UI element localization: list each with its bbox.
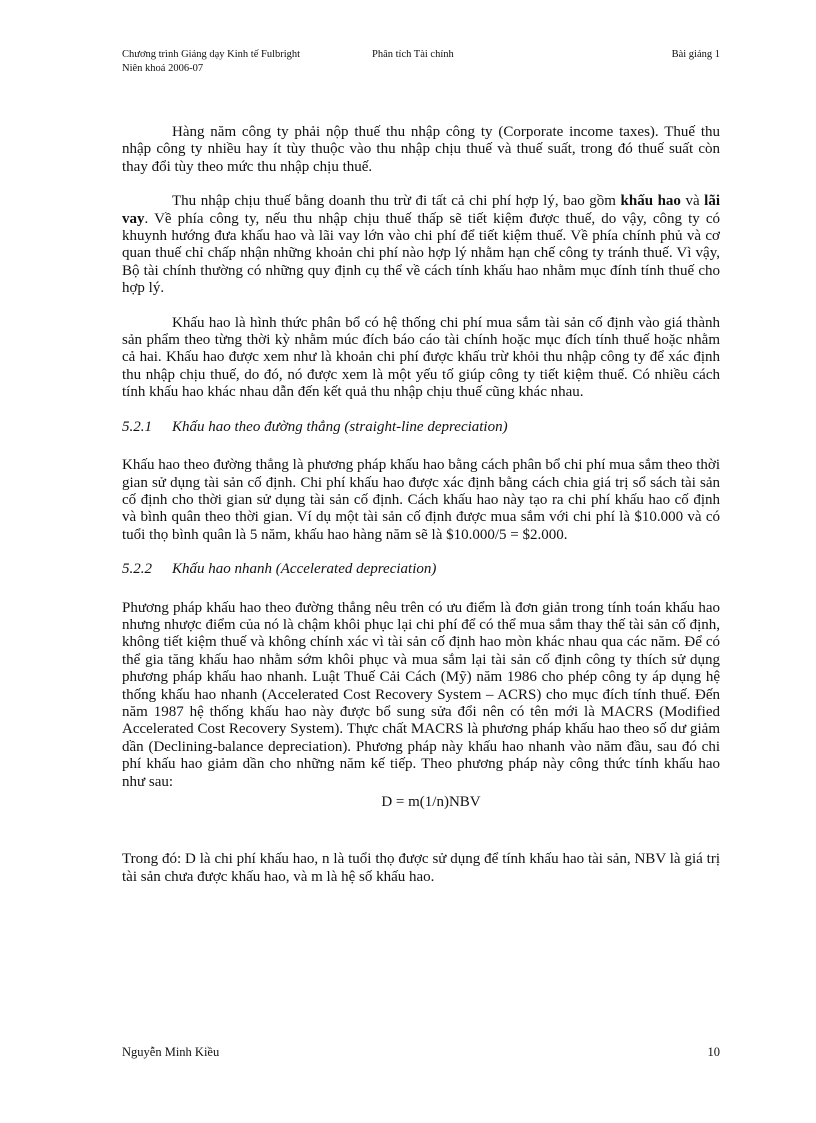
paragraph-taxable-income [122, 193, 720, 297]
page-header [122, 48, 720, 76]
section-number: 5.2.2 [122, 561, 152, 578]
bold-term-interest: lãi vay [122, 193, 720, 227]
section-title: Khấu hao theo đường thẳng (straight-line depreciation) [172, 418, 508, 435]
section-title: Khấu hao nhanh (Accelerated depreciation) [172, 561, 437, 578]
footer-author: Nguyễn Minh Kiều [122, 1045, 220, 1059]
text-run: . Về phía công ty, nếu thu nhập chịu thuế thấp sẽ tiết kiệm được thuế, do vậy, công ty có khuynh hướng đưa khấu hao và lãi vay lớn vào chi phí để tiết kiệm thuế. Về phía chính phủ và cơ quan thuế chỉ chấp nhận những khoản chi phí nào hợp lý nhằm hạn chế công ty tránh thuế. Vì vậy, Bộ tài chính thường có những quy định cụ thể về cách tính khấu hao nhằm mục đính tính thuế cho hợp lý. [122, 210, 720, 297]
section-number: 5.2.1 [122, 418, 152, 435]
page-number: 10 [707, 1045, 720, 1059]
section-heading-straight-line [122, 419, 720, 436]
document-body [122, 124, 720, 903]
header-lecture: Bài giảng 1 [671, 49, 720, 60]
paragraph-straight-line: Khấu hao theo đường thẳng là phương pháp khấu hao bằng cách phân bổ chi phí mua sắm theo thời gian sử dụng tài sản cố định. Chi phí khấu hao được xác định bằng cách chia giá trị sổ sách tài sản cố định cho thời gian sử dụng tài sản cố định. Cách khấu hao này tạo ra chi phí khấu hao cố định và bình quân theo thời gian. Ví dụ một tài sản cố định được mua sắm với chi phí là $10.000 và có tuổi thọ bình quân là 5 năm, khấu hao hàng năm sẽ là $10.000/5 = $2.000. [122, 457, 720, 543]
paragraph-depreciation-definition: Khấu hao là hình thức phân bổ có hệ thống chi phí mua sắm tài sản cố định vào giá thành sản phẩm theo từng thời kỳ nhằm múc đích báo cáo tài chính hoặc mục đích tính thuế hoặc nhằm cả hai. Khấu hao được xem như là khoản chi phí được khấu trừ khỏi thu nhập công ty để xác định thu nhập chịu thuế, do đó, nó được xem là một yếu tố giúp công ty tiết kiệm thuế. Có nhiều cách tính khấu hao khác nhau dẫn đến kết quả thu nhập chịu thuế cũng khác nhau. [122, 314, 720, 401]
section-heading-accelerated [122, 561, 720, 578]
header-subject: Phân tích Tài chính [372, 49, 454, 60]
header-program: Chương trình Giảng dạy Kinh tế Fulbright [122, 49, 301, 60]
paragraph-accelerated: Phương pháp khấu hao theo đường thẳng nêu trên có ưu điểm là đơn giản trong tính toán khấu hao nhưng nhược điểm của nó là chậm khôi phục lại chi phí để có thể mua sắm thay thế tài sản cố định, không tiết kiệm thuế và không chính xác vì tài sản cố định hao mòn khác nhau qua các năm. Để có thể gia tăng khấu hao nhằm sớm khôi phục và mua sắm lại tài sản cố định công ty thích sử dụng phương pháp khấu hao nhanh. Luật Thuế Cải Cách (Mỹ) năm 1986 cho phép công ty áp dụng hệ thống khấu hao nhanh (Accelerated Cost Recovery System – ACRS) cho mục đích tính thuế. Đến năm 1987 hệ thống khấu hao này được bổ sung sửa đổi nên có tên mới là MACRS (Modified Accelerated Cost Recovery System). Thực chất MACRS là phương pháp khấu hao theo số dư giảm dần (Declining-balance depreciation). Phương pháp này khấu hao nhanh vào năm đầu, sau đó chi phí khấu hao giảm dần cho những năm kế tiếp. Theo phương pháp này công thức tính khấu hao như sau: [122, 599, 720, 790]
header-year: Niên khoá 2006-07 [122, 63, 204, 74]
paragraph-corporate-tax: Hàng năm công ty phải nộp thuế thu nhập công ty (Corporate income taxes). Thuế thu nhập công ty nhiều hay ít tùy thuộc vào thu nhập chịu thuế và thuế suất, trong đó thuế suất còn thay đổi tùy theo mức thu nhập chịu thuế. [122, 124, 720, 175]
text-run: Thu nhập chịu thuế bằng doanh thu trừ đi tất cả chi phí hợp lý, bao gồm [172, 193, 621, 210]
text-run: và [680, 193, 705, 210]
paragraph-formula-legend: Trong đó: D là chi phí khấu hao, n là tuổi thọ được sử dụng để tính khấu hao tài sản, NBV là giá trị tài sản chưa được khấu hao, và m là hệ số khấu hao. [122, 851, 720, 885]
bold-term-depreciation: khấu hao [620, 193, 681, 210]
depreciation-formula: D = m(1/n)NBV [381, 794, 481, 810]
